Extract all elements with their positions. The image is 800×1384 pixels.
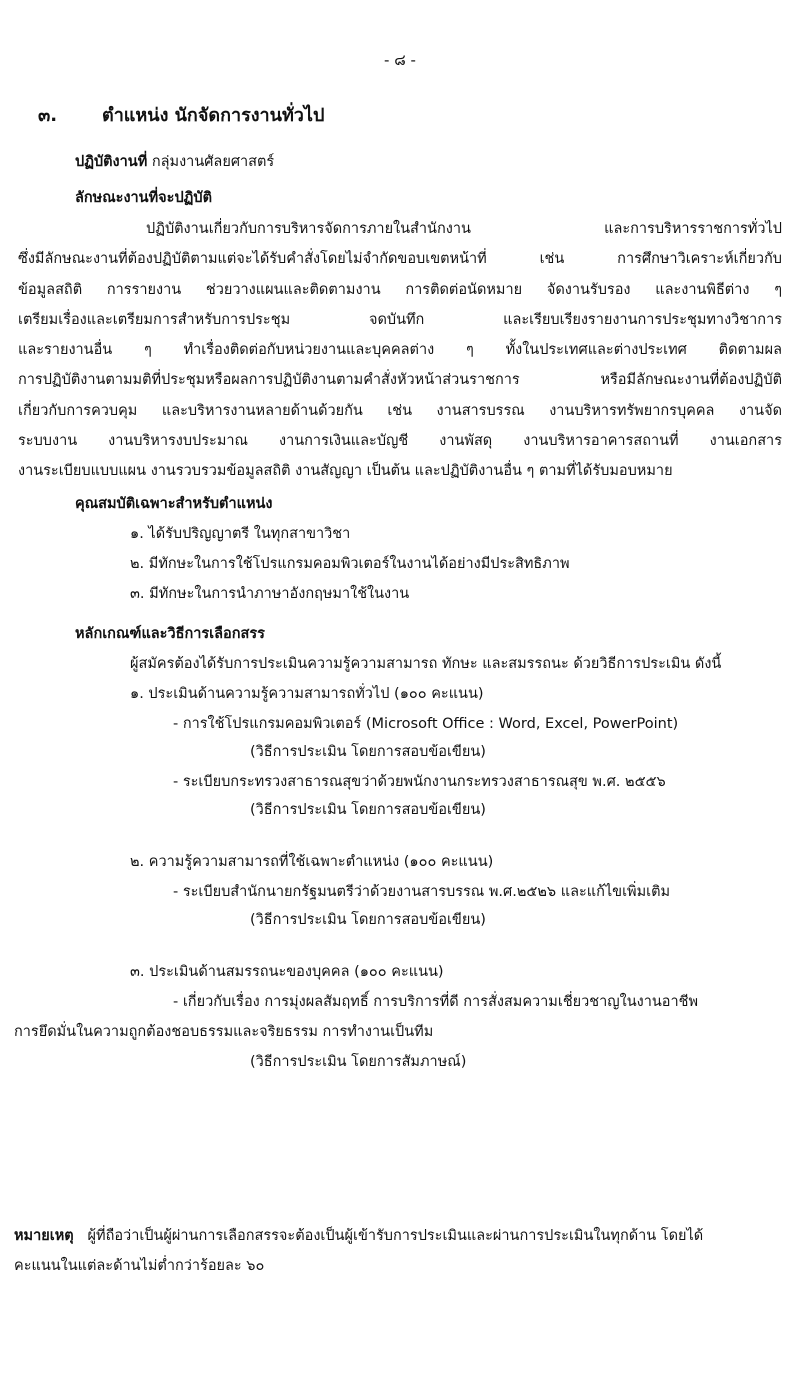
criteria-1-method-1: (วิธีการประเมิน โดยการสอบข้อเขียน) xyxy=(250,744,486,760)
duties-line: ซึ่งมีลักษณะงานที่ต้องปฏิบัติตามแต่จะได้รับคำสั่งโดยไม่จำกัดขอบเขตหน้าที่ เช่น การศึกษาวิเคราะห์เกี่ยวกับ xyxy=(18,251,782,268)
criteria-1-method-2: (วิธีการประเมิน โดยการสอบข้อเขียน) xyxy=(250,802,486,818)
qualification-item: ๓. มีทักษะในการนำภาษาอังกฤษมาใช้ในงาน xyxy=(130,586,410,602)
duties-line: และรายงานอื่น ๆ ทำเรื่องติดต่อกับหน่วยงานและบุคคลต่าง ๆ ทั้งในประเทศและต่างประเทศ ติดตามผล xyxy=(18,342,782,359)
note-text: ผู้ที่ถือว่าเป็นผู้ผ่านการเลือกสรรจะต้องเป็นผู้เข้ารับการประเมินและผ่านการประเมินในทุกด้าน โดยได้ xyxy=(87,1228,704,1244)
criteria-2-method-1: (วิธีการประเมิน โดยการสอบข้อเขียน) xyxy=(250,912,486,928)
criteria-1-sub-2: - ระเบียบกระทรวงสาธารณสุขว่าด้วยพนักงานกระทรวงสาธารณสุข พ.ศ. ๒๕๕๖ xyxy=(173,774,666,790)
duties-line: ระบบงาน งานบริหารงบประมาณ งานการเงินและบัญชี งานพัสดุ งานบริหารอาคารสถานที่ งานเอกสาร xyxy=(18,433,782,450)
duties-line: ปฏิบัติงานเกี่ยวกับการบริหารจัดการภายในสำนักงาน และการบริหารราชการทั่วไป xyxy=(146,221,782,237)
criteria-3-method-1: (วิธีการประเมิน โดยการสัมภาษณ์) xyxy=(250,1054,467,1070)
note-line-2: คะแนนในแต่ละด้านไม่ต่ำกว่าร้อยละ ๖๐ xyxy=(14,1258,265,1274)
note-line-1 xyxy=(14,1224,703,1247)
duties-line: เกี่ยวกับการควบคุม และบริหารงานหลายด้านด้วยกัน เช่น งานสารบรรณ งานบริหารทรัพยากรบุคคล งานจัด xyxy=(18,402,782,419)
workplace-label: ปฏิบัติงานที่ xyxy=(75,154,148,170)
selection-intro: ผู้สมัครต้องได้รับการประเมินความรู้ความสามารถ ทักษะ และสมรรถนะ ด้วยวิธีการประเมิน ดังนี้ xyxy=(130,656,722,672)
workplace-value: กลุ่มงานศัลยศาสตร์ xyxy=(151,154,275,170)
criteria-1-title: ๑. ประเมินด้านความรู้ความสามารถทั่วไป (๑๐๐ คะแนน) xyxy=(130,686,484,702)
qualification-item: ๑. ได้รับปริญญาตรี ในทุกสาขาวิชา xyxy=(130,526,351,542)
selection-heading: หลักเกณฑ์และวิธีการเลือกสรร xyxy=(75,626,265,642)
criteria-3-sub-1-cont: การยึดมั่นในความถูกต้องชอบธรรมและจริยธรรม การทำงานเป็นทีม xyxy=(14,1024,434,1040)
qualifications-heading: คุณสมบัติเฉพาะสำหรับตำแหน่ง xyxy=(75,496,273,512)
note-label: หมายเหตุ xyxy=(14,1228,74,1244)
duties-line: เตรียมเรื่องและเตรียมการสำหรับการประชุม จดบันทึก และเรียบเรียงรายงานการประชุมทางวิชาการ xyxy=(18,311,782,328)
criteria-1-sub-1: - การใช้โปรแกรมคอมพิวเตอร์ (Microsoft Office : Word, Excel, PowerPoint) xyxy=(173,716,679,732)
page-number: - ๘ - xyxy=(384,51,416,69)
duties-line: งานระเบียบแบบแผน งานรวบรวมข้อมูลสถิติ งานสัญญา เป็นต้น และปฏิบัติงานอื่น ๆ ตามที่ได้รับมอบหมาย xyxy=(18,463,673,480)
duties-heading: ลักษณะงานที่จะปฏิบัติ xyxy=(75,190,212,206)
qualification-item: ๒. มีทักษะในการใช้โปรแกรมคอมพิวเตอร์ในงานได้อย่างมีประสิทธิภาพ xyxy=(130,556,570,572)
criteria-2-title: ๒. ความรู้ความสามารถที่ใช้เฉพาะตำแหน่ง (๑๐๐ คะแนน) xyxy=(130,854,494,870)
criteria-3-title: ๓. ประเมินด้านสมรรถนะของบุคคล (๑๐๐ คะแนน) xyxy=(130,964,444,980)
section-number: ๓. xyxy=(38,105,58,126)
criteria-3-sub-1: - เกี่ยวกับเรื่อง การมุ่งผลสัมฤทธิ์ การบริการที่ดี การสั่งสมความเชี่ยวชาญในงานอาชีพ xyxy=(173,994,699,1010)
criteria-2-sub-1: - ระเบียบสำนักนายกรัฐมนตรีว่าด้วยงานสารบรรณ พ.ศ.๒๕๒๖ และแก้ไขเพิ่มเติม xyxy=(173,884,671,900)
workplace-line xyxy=(75,150,274,173)
duties-line: การปฏิบัติงานตามมติที่ประชุมหรือผลการปฏิบัติงานตามคำสั่งหัวหน้าส่วนราชการ หรือมีลักษณะงานที่ต้องปฏิบัติ xyxy=(18,372,782,389)
duties-paragraph xyxy=(18,214,782,487)
duties-line: ข้อมูลสถิติ การรายงาน ช่วยวางแผนและติดตามงาน การติดต่อนัดหมาย จัดงานรับรอง และงานพิธีต่าง ๆ xyxy=(18,281,782,298)
section-title: ตำแหน่ง นักจัดการงานทั่วไป xyxy=(102,105,325,126)
